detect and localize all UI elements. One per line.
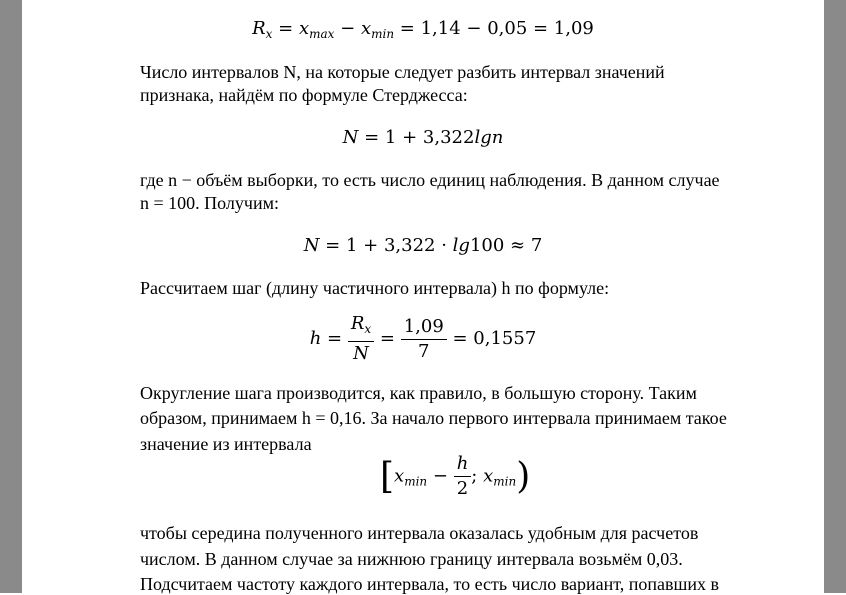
formula-step: h = $\frac{R_x}{N}$ = $\frac{1,09}{7}$ = 0,1557 <box>309 313 537 364</box>
para5-line3: Подсчитаем частоту каждого интервала, то есть число вариант, попавших в <box>140 574 720 594</box>
para5-line2: числом. В данном случае за нижнюю границу интервала возьмём 0,03. <box>140 549 683 569</box>
para2-line1: где n − объём выборки, то есть число единиц наблюдения. В данном случае <box>140 170 720 190</box>
right-gray-margin <box>824 0 846 593</box>
fraction-109-over-7: $\frac{1,09}{7}$ <box>401 315 447 364</box>
formula-interval: [$x_{min}$ − $\frac{h}{2}$ ; $x_{min}$) <box>380 453 531 499</box>
para4-line1: Округление шага производится, как правило, в большую сторону. Таким <box>140 383 697 403</box>
para4-line2: образом, принимаем h = 0,16. За начало первого интервала принимаем такое <box>140 408 727 428</box>
left-gray-margin <box>0 0 22 593</box>
fraction-rx-over-n: $\frac{R_x}{N}$ <box>348 312 374 366</box>
para5-line1: чтобы середина полученного интервала оказалась удобным для расчетов <box>140 523 699 543</box>
para4-line3: значение из интервала <box>140 434 312 454</box>
document-page <box>22 0 824 593</box>
formula-n-value: N = 1 + 3,322 · lg100 ≈ 7 <box>303 235 543 256</box>
formula-sturges: N = 1 + 3,322lgn <box>342 127 504 148</box>
formula-range: $R_x = x_{max} - x_{min} = 1,14 - 0,05 = 1,09$ <box>252 18 594 41</box>
para2-line2: n = 100. Получим: <box>140 193 279 213</box>
para3-line1: Рассчитаем шаг (длину частичного интервала) h по формуле: <box>140 278 610 298</box>
para1-line2: признака, найдём по формуле Стерджесса: <box>140 85 468 105</box>
para1-line1: Число интервалов N, на которые следует разбить интервал значений <box>140 62 665 82</box>
fraction-h-over-2: $\frac{h}{2}$ <box>454 452 472 501</box>
